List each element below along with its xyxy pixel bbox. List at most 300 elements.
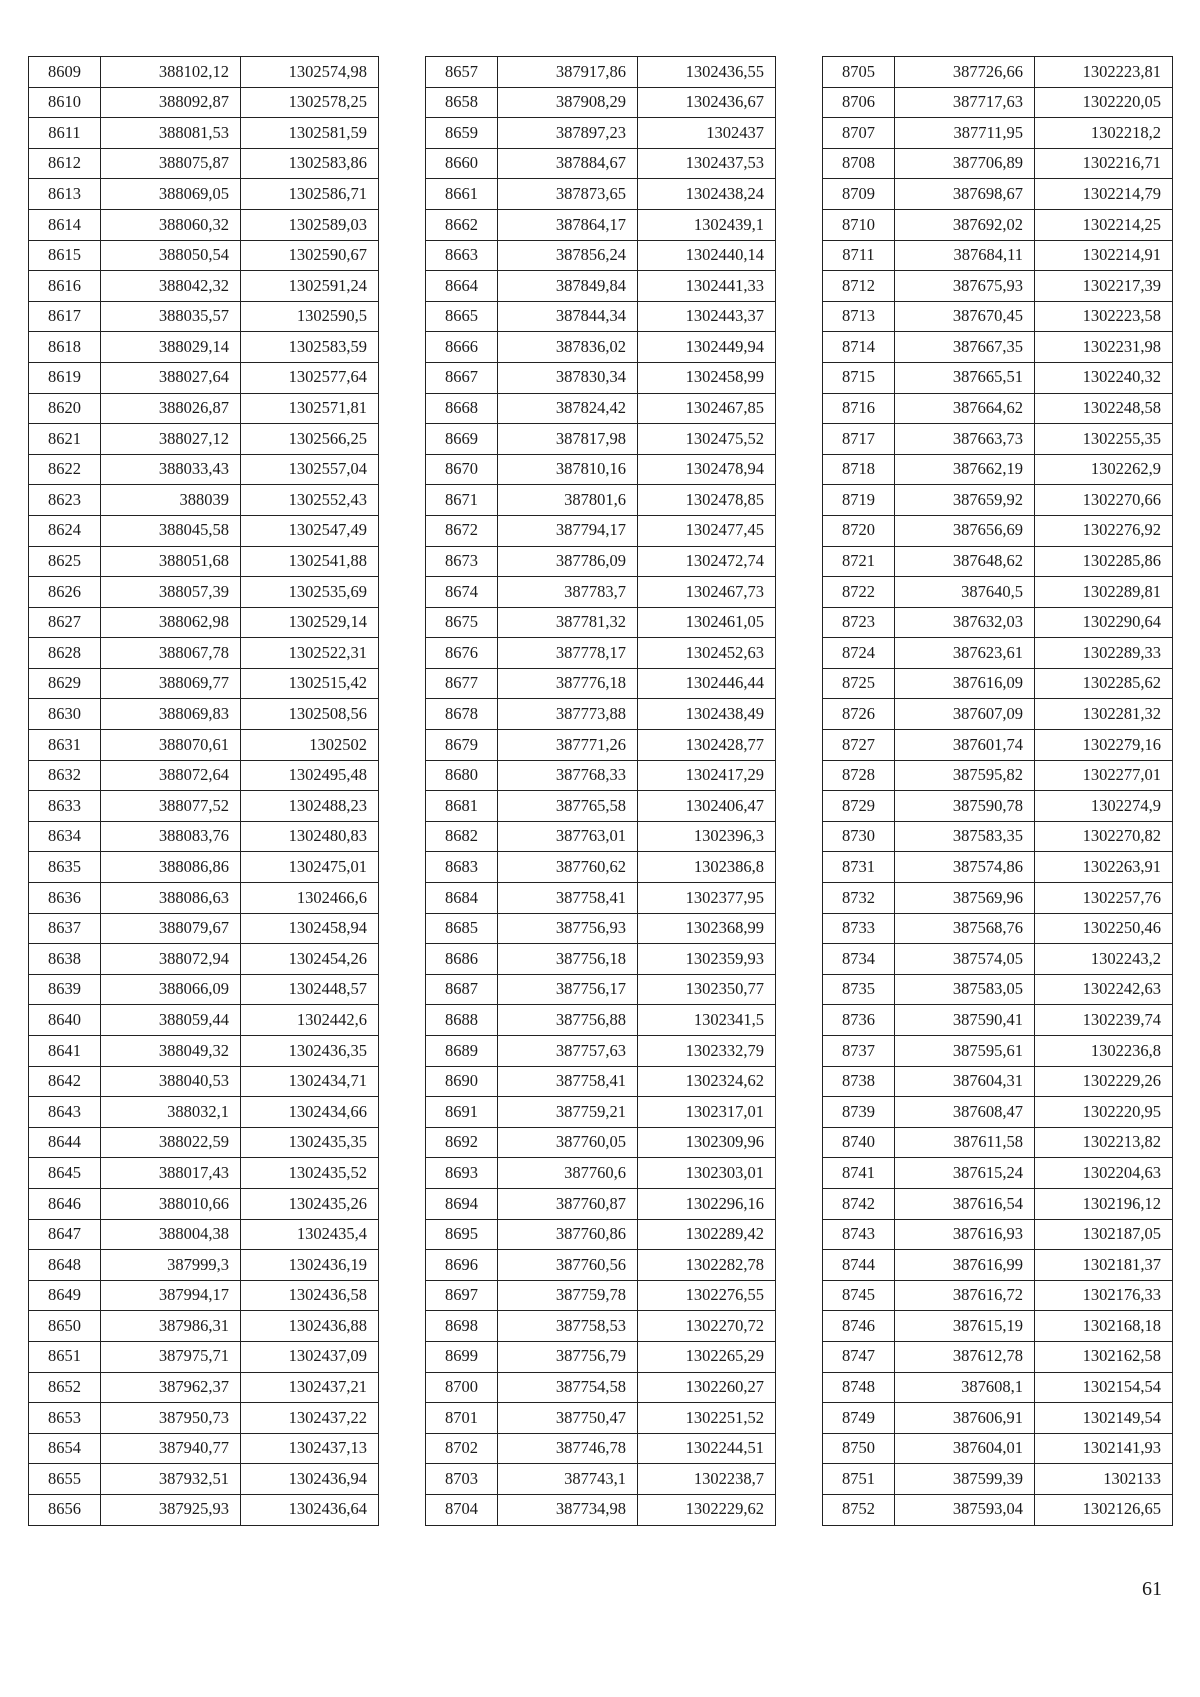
y-coordinate-cell: 1302396,3 (638, 821, 776, 852)
point-number-cell: 8694 (426, 1188, 498, 1219)
y-coordinate-cell: 1302435,35 (241, 1127, 379, 1158)
y-coordinate-cell: 1302285,86 (1035, 546, 1173, 577)
y-coordinate-cell: 1302566,25 (241, 424, 379, 455)
x-coordinate-cell: 387611,58 (895, 1127, 1035, 1158)
y-coordinate-cell: 1302386,8 (638, 852, 776, 883)
point-number-cell: 8613 (29, 179, 101, 210)
table-row (426, 974, 776, 1005)
table-row (29, 852, 379, 883)
table-row (426, 638, 776, 669)
point-number-cell: 8635 (29, 852, 101, 883)
y-coordinate-cell: 1302488,23 (241, 791, 379, 822)
point-number-cell: 8632 (29, 760, 101, 791)
point-number-cell: 8725 (823, 668, 895, 699)
table-row (823, 699, 1173, 730)
x-coordinate-cell: 387771,26 (498, 730, 638, 761)
x-coordinate-cell: 387836,02 (498, 332, 638, 363)
point-number-cell: 8691 (426, 1097, 498, 1128)
table-row (29, 1127, 379, 1158)
table-row (29, 577, 379, 608)
x-coordinate-cell: 387757,63 (498, 1036, 638, 1067)
y-coordinate-cell: 1302257,76 (1035, 883, 1173, 914)
y-coordinate-cell: 1302577,64 (241, 362, 379, 393)
x-coordinate-cell: 387607,09 (895, 699, 1035, 730)
point-number-cell: 8702 (426, 1433, 498, 1464)
point-number-cell: 8658 (426, 87, 498, 118)
x-coordinate-cell: 387615,24 (895, 1158, 1035, 1189)
table-row (823, 454, 1173, 485)
table-row (426, 57, 776, 88)
table-row (426, 87, 776, 118)
y-coordinate-cell: 1302552,43 (241, 485, 379, 516)
table-row (426, 546, 776, 577)
point-number-cell: 8711 (823, 240, 895, 271)
table-row (29, 515, 379, 546)
x-coordinate-cell: 388035,57 (101, 301, 241, 332)
point-number-cell: 8738 (823, 1066, 895, 1097)
table-row (29, 209, 379, 240)
point-number-cell: 8653 (29, 1403, 101, 1434)
table-row (426, 883, 776, 914)
y-coordinate-cell: 1302276,92 (1035, 515, 1173, 546)
x-coordinate-cell: 387932,51 (101, 1464, 241, 1495)
y-coordinate-cell: 1302285,62 (1035, 668, 1173, 699)
x-coordinate-cell: 387675,93 (895, 271, 1035, 302)
y-coordinate-cell: 1302154,54 (1035, 1372, 1173, 1403)
page-number: 61 (1142, 1578, 1162, 1600)
point-number-cell: 8663 (426, 240, 498, 271)
table-row (29, 1005, 379, 1036)
x-coordinate-cell: 387756,79 (498, 1341, 638, 1372)
table-row (823, 1341, 1173, 1372)
table-row (823, 883, 1173, 914)
y-coordinate-cell: 1302262,9 (1035, 454, 1173, 485)
table-row (823, 974, 1173, 1005)
point-number-cell: 8700 (426, 1372, 498, 1403)
point-number-cell: 8688 (426, 1005, 498, 1036)
point-number-cell: 8681 (426, 791, 498, 822)
x-coordinate-cell: 387975,71 (101, 1341, 241, 1372)
x-coordinate-cell: 387756,93 (498, 913, 638, 944)
table-row (823, 1403, 1173, 1434)
x-coordinate-cell: 387604,31 (895, 1066, 1035, 1097)
x-coordinate-cell: 387758,53 (498, 1311, 638, 1342)
y-coordinate-cell: 1302248,58 (1035, 393, 1173, 424)
table-row (426, 699, 776, 730)
x-coordinate-cell: 387665,51 (895, 362, 1035, 393)
y-coordinate-cell: 1302204,63 (1035, 1158, 1173, 1189)
point-number-cell: 8701 (426, 1403, 498, 1434)
table-row (29, 638, 379, 669)
x-coordinate-cell: 387616,93 (895, 1219, 1035, 1250)
y-coordinate-cell: 1302214,91 (1035, 240, 1173, 271)
y-coordinate-cell: 1302529,14 (241, 607, 379, 638)
coordinate-table-2 (425, 56, 776, 1526)
x-coordinate-cell: 387810,16 (498, 454, 638, 485)
table-row (823, 209, 1173, 240)
table-row (426, 913, 776, 944)
point-number-cell: 8619 (29, 362, 101, 393)
point-number-cell: 8611 (29, 118, 101, 149)
x-coordinate-cell: 388072,64 (101, 760, 241, 791)
table-row (29, 1280, 379, 1311)
table-row (426, 760, 776, 791)
y-coordinate-cell: 1302535,69 (241, 577, 379, 608)
x-coordinate-cell: 387994,17 (101, 1280, 241, 1311)
point-number-cell: 8651 (29, 1341, 101, 1372)
table-row (426, 515, 776, 546)
point-number-cell: 8729 (823, 791, 895, 822)
y-coordinate-cell: 1302279,16 (1035, 730, 1173, 761)
point-number-cell: 8630 (29, 699, 101, 730)
point-number-cell: 8646 (29, 1188, 101, 1219)
point-number-cell: 8746 (823, 1311, 895, 1342)
y-coordinate-cell: 1302289,42 (638, 1219, 776, 1250)
point-number-cell: 8742 (823, 1188, 895, 1219)
point-number-cell: 8654 (29, 1433, 101, 1464)
x-coordinate-cell: 388069,77 (101, 668, 241, 699)
point-number-cell: 8677 (426, 668, 498, 699)
point-number-cell: 8649 (29, 1280, 101, 1311)
x-coordinate-cell: 387743,1 (498, 1464, 638, 1495)
x-coordinate-cell: 387760,56 (498, 1250, 638, 1281)
table-row (29, 1036, 379, 1067)
x-coordinate-cell: 388075,87 (101, 148, 241, 179)
x-coordinate-cell: 388040,53 (101, 1066, 241, 1097)
table-row (426, 485, 776, 516)
table-row (29, 668, 379, 699)
x-coordinate-cell: 387864,17 (498, 209, 638, 240)
x-coordinate-cell: 387616,72 (895, 1280, 1035, 1311)
y-coordinate-cell: 1302368,99 (638, 913, 776, 944)
x-coordinate-cell: 387786,09 (498, 546, 638, 577)
x-coordinate-cell: 387849,84 (498, 271, 638, 302)
y-coordinate-cell: 1302213,82 (1035, 1127, 1173, 1158)
y-coordinate-cell: 1302282,78 (638, 1250, 776, 1281)
y-coordinate-cell: 1302440,14 (638, 240, 776, 271)
y-coordinate-cell: 1302436,94 (241, 1464, 379, 1495)
table-row (29, 1097, 379, 1128)
point-number-cell: 8726 (823, 699, 895, 730)
table-row (823, 118, 1173, 149)
y-coordinate-cell: 1302255,35 (1035, 424, 1173, 455)
point-number-cell: 8678 (426, 699, 498, 730)
x-coordinate-cell: 387711,95 (895, 118, 1035, 149)
table-row (29, 730, 379, 761)
table-row (426, 209, 776, 240)
table-row (823, 1311, 1173, 1342)
x-coordinate-cell: 387884,67 (498, 148, 638, 179)
point-number-cell: 8750 (823, 1433, 895, 1464)
point-number-cell: 8704 (426, 1494, 498, 1525)
y-coordinate-cell: 1302265,29 (638, 1341, 776, 1372)
table-row (823, 1464, 1173, 1495)
y-coordinate-cell: 1302290,64 (1035, 607, 1173, 638)
table-row (29, 1433, 379, 1464)
point-number-cell: 8683 (426, 852, 498, 883)
x-coordinate-cell: 387781,32 (498, 607, 638, 638)
point-number-cell: 8685 (426, 913, 498, 944)
point-number-cell: 8706 (823, 87, 895, 118)
table-row (823, 577, 1173, 608)
x-coordinate-cell: 388010,66 (101, 1188, 241, 1219)
point-number-cell: 8682 (426, 821, 498, 852)
table-row (426, 301, 776, 332)
x-coordinate-cell: 388072,94 (101, 944, 241, 975)
y-coordinate-cell: 1302472,74 (638, 546, 776, 577)
table-row (426, 1372, 776, 1403)
point-number-cell: 8643 (29, 1097, 101, 1128)
x-coordinate-cell: 387756,88 (498, 1005, 638, 1036)
y-coordinate-cell: 1302229,26 (1035, 1066, 1173, 1097)
x-coordinate-cell: 387612,78 (895, 1341, 1035, 1372)
table-row (426, 1219, 776, 1250)
point-number-cell: 8684 (426, 883, 498, 914)
point-number-cell: 8731 (823, 852, 895, 883)
y-coordinate-cell: 1302244,51 (638, 1433, 776, 1464)
point-number-cell: 8621 (29, 424, 101, 455)
x-coordinate-cell: 388079,67 (101, 913, 241, 944)
y-coordinate-cell: 1302454,26 (241, 944, 379, 975)
x-coordinate-cell: 387616,09 (895, 668, 1035, 699)
point-number-cell: 8707 (823, 118, 895, 149)
y-coordinate-cell: 1302417,29 (638, 760, 776, 791)
y-coordinate-cell: 1302296,16 (638, 1188, 776, 1219)
y-coordinate-cell: 1302243,2 (1035, 944, 1173, 975)
point-number-cell: 8664 (426, 271, 498, 302)
x-coordinate-cell: 387599,39 (895, 1464, 1035, 1495)
table-row (29, 393, 379, 424)
y-coordinate-cell: 1302435,26 (241, 1188, 379, 1219)
x-coordinate-cell: 387760,05 (498, 1127, 638, 1158)
table-row (29, 1494, 379, 1525)
point-number-cell: 8645 (29, 1158, 101, 1189)
table-row (823, 1188, 1173, 1219)
point-number-cell: 8642 (29, 1066, 101, 1097)
table-row (426, 1036, 776, 1067)
y-coordinate-cell: 1302442,6 (241, 1005, 379, 1036)
x-coordinate-cell: 387623,61 (895, 638, 1035, 669)
table-row (426, 1494, 776, 1525)
y-coordinate-cell: 1302434,71 (241, 1066, 379, 1097)
point-number-cell: 8716 (823, 393, 895, 424)
y-coordinate-cell: 1302223,58 (1035, 301, 1173, 332)
y-coordinate-cell: 1302437,53 (638, 148, 776, 179)
point-number-cell: 8656 (29, 1494, 101, 1525)
y-coordinate-cell: 1302478,94 (638, 454, 776, 485)
y-coordinate-cell: 1302162,58 (1035, 1341, 1173, 1372)
table-row (426, 271, 776, 302)
point-number-cell: 8614 (29, 209, 101, 240)
table-row (29, 883, 379, 914)
point-number-cell: 8741 (823, 1158, 895, 1189)
x-coordinate-cell: 387615,19 (895, 1311, 1035, 1342)
point-number-cell: 8696 (426, 1250, 498, 1281)
point-number-cell: 8637 (29, 913, 101, 944)
table-row (426, 118, 776, 149)
y-coordinate-cell: 1302436,19 (241, 1250, 379, 1281)
y-coordinate-cell: 1302428,77 (638, 730, 776, 761)
x-coordinate-cell: 387601,74 (895, 730, 1035, 761)
y-coordinate-cell: 1302176,33 (1035, 1280, 1173, 1311)
point-number-cell: 8618 (29, 332, 101, 363)
point-number-cell: 8740 (823, 1127, 895, 1158)
y-coordinate-cell: 1302458,99 (638, 362, 776, 393)
x-coordinate-cell: 387706,89 (895, 148, 1035, 179)
table-row (29, 1311, 379, 1342)
x-coordinate-cell: 387593,04 (895, 1494, 1035, 1525)
x-coordinate-cell: 388083,76 (101, 821, 241, 852)
point-number-cell: 8739 (823, 1097, 895, 1128)
y-coordinate-cell: 1302276,55 (638, 1280, 776, 1311)
table-row (29, 913, 379, 944)
x-coordinate-cell: 387925,93 (101, 1494, 241, 1525)
x-coordinate-cell: 387583,35 (895, 821, 1035, 852)
table-row (426, 454, 776, 485)
y-coordinate-cell: 1302478,85 (638, 485, 776, 516)
y-coordinate-cell: 1302502 (241, 730, 379, 761)
x-coordinate-cell: 387844,34 (498, 301, 638, 332)
table-row (29, 1372, 379, 1403)
table-row (823, 515, 1173, 546)
table-row (29, 332, 379, 363)
y-coordinate-cell: 1302238,7 (638, 1464, 776, 1495)
x-coordinate-cell: 388029,14 (101, 332, 241, 363)
table-row (823, 1433, 1173, 1464)
y-coordinate-cell: 1302270,66 (1035, 485, 1173, 516)
x-coordinate-cell: 387773,88 (498, 699, 638, 730)
table-row (426, 148, 776, 179)
table-row (823, 944, 1173, 975)
x-coordinate-cell: 387776,18 (498, 668, 638, 699)
y-coordinate-cell: 1302289,33 (1035, 638, 1173, 669)
x-coordinate-cell: 388033,43 (101, 454, 241, 485)
table-row (426, 1403, 776, 1434)
point-number-cell: 8737 (823, 1036, 895, 1067)
x-coordinate-cell: 387794,17 (498, 515, 638, 546)
point-number-cell: 8657 (426, 57, 498, 88)
coordinate-table-3 (822, 56, 1173, 1526)
point-number-cell: 8722 (823, 577, 895, 608)
x-coordinate-cell: 387759,78 (498, 1280, 638, 1311)
x-coordinate-cell: 387574,05 (895, 944, 1035, 975)
table-row (426, 240, 776, 271)
x-coordinate-cell: 388017,43 (101, 1158, 241, 1189)
table-row (426, 1066, 776, 1097)
point-number-cell: 8698 (426, 1311, 498, 1342)
y-coordinate-cell: 1302581,59 (241, 118, 379, 149)
y-coordinate-cell: 1302236,8 (1035, 1036, 1173, 1067)
x-coordinate-cell: 387908,29 (498, 87, 638, 118)
y-coordinate-cell: 1302586,71 (241, 179, 379, 210)
x-coordinate-cell: 387758,41 (498, 1066, 638, 1097)
table-row (29, 760, 379, 791)
x-coordinate-cell: 387783,7 (498, 577, 638, 608)
y-coordinate-cell: 1302436,67 (638, 87, 776, 118)
table-row (823, 362, 1173, 393)
x-coordinate-cell: 387830,34 (498, 362, 638, 393)
y-coordinate-cell: 1302475,01 (241, 852, 379, 883)
y-coordinate-cell: 1302541,88 (241, 546, 379, 577)
point-number-cell: 8727 (823, 730, 895, 761)
x-coordinate-cell: 388069,05 (101, 179, 241, 210)
y-coordinate-cell: 1302437 (638, 118, 776, 149)
table-row (426, 1127, 776, 1158)
point-number-cell: 8655 (29, 1464, 101, 1495)
table-row (29, 1158, 379, 1189)
point-number-cell: 8672 (426, 515, 498, 546)
point-number-cell: 8610 (29, 87, 101, 118)
point-number-cell: 8752 (823, 1494, 895, 1525)
y-coordinate-cell: 1302239,74 (1035, 1005, 1173, 1036)
point-number-cell: 8718 (823, 454, 895, 485)
y-coordinate-cell: 1302168,18 (1035, 1311, 1173, 1342)
table-row (426, 1005, 776, 1036)
y-coordinate-cell: 1302583,86 (241, 148, 379, 179)
point-number-cell: 8633 (29, 791, 101, 822)
point-number-cell: 8668 (426, 393, 498, 424)
y-coordinate-cell: 1302436,58 (241, 1280, 379, 1311)
y-coordinate-cell: 1302220,05 (1035, 87, 1173, 118)
point-number-cell: 8667 (426, 362, 498, 393)
table-row (426, 424, 776, 455)
point-number-cell: 8640 (29, 1005, 101, 1036)
x-coordinate-cell: 388032,1 (101, 1097, 241, 1128)
x-coordinate-cell: 387758,41 (498, 883, 638, 914)
x-coordinate-cell: 387656,69 (895, 515, 1035, 546)
point-number-cell: 8623 (29, 485, 101, 516)
y-coordinate-cell: 1302281,32 (1035, 699, 1173, 730)
x-coordinate-cell: 387917,86 (498, 57, 638, 88)
table-row (426, 393, 776, 424)
table-row (29, 546, 379, 577)
y-coordinate-cell: 1302217,39 (1035, 271, 1173, 302)
y-coordinate-cell: 1302461,05 (638, 607, 776, 638)
x-coordinate-cell: 388059,44 (101, 1005, 241, 1036)
point-number-cell: 8680 (426, 760, 498, 791)
y-coordinate-cell: 1302341,5 (638, 1005, 776, 1036)
table-row (823, 607, 1173, 638)
y-coordinate-cell: 1302439,1 (638, 209, 776, 240)
y-coordinate-cell: 1302141,93 (1035, 1433, 1173, 1464)
point-number-cell: 8724 (823, 638, 895, 669)
table-row (29, 148, 379, 179)
y-coordinate-cell: 1302332,79 (638, 1036, 776, 1067)
point-number-cell: 8661 (426, 179, 498, 210)
point-number-cell: 8615 (29, 240, 101, 271)
table-row (823, 301, 1173, 332)
table-row (29, 1219, 379, 1250)
x-coordinate-cell: 388051,68 (101, 546, 241, 577)
x-coordinate-cell: 387756,17 (498, 974, 638, 1005)
y-coordinate-cell: 1302515,42 (241, 668, 379, 699)
point-number-cell: 8709 (823, 179, 895, 210)
point-number-cell: 8714 (823, 332, 895, 363)
y-coordinate-cell: 1302590,67 (241, 240, 379, 271)
point-number-cell: 8713 (823, 301, 895, 332)
y-coordinate-cell: 1302435,52 (241, 1158, 379, 1189)
y-coordinate-cell: 1302467,73 (638, 577, 776, 608)
x-coordinate-cell: 387684,11 (895, 240, 1035, 271)
table-row (29, 485, 379, 516)
point-number-cell: 8710 (823, 209, 895, 240)
table-row (29, 240, 379, 271)
point-number-cell: 8723 (823, 607, 895, 638)
y-coordinate-cell: 1302231,98 (1035, 332, 1173, 363)
table-row (29, 791, 379, 822)
coordinate-table-1 (28, 56, 379, 1526)
table-row (426, 1188, 776, 1219)
